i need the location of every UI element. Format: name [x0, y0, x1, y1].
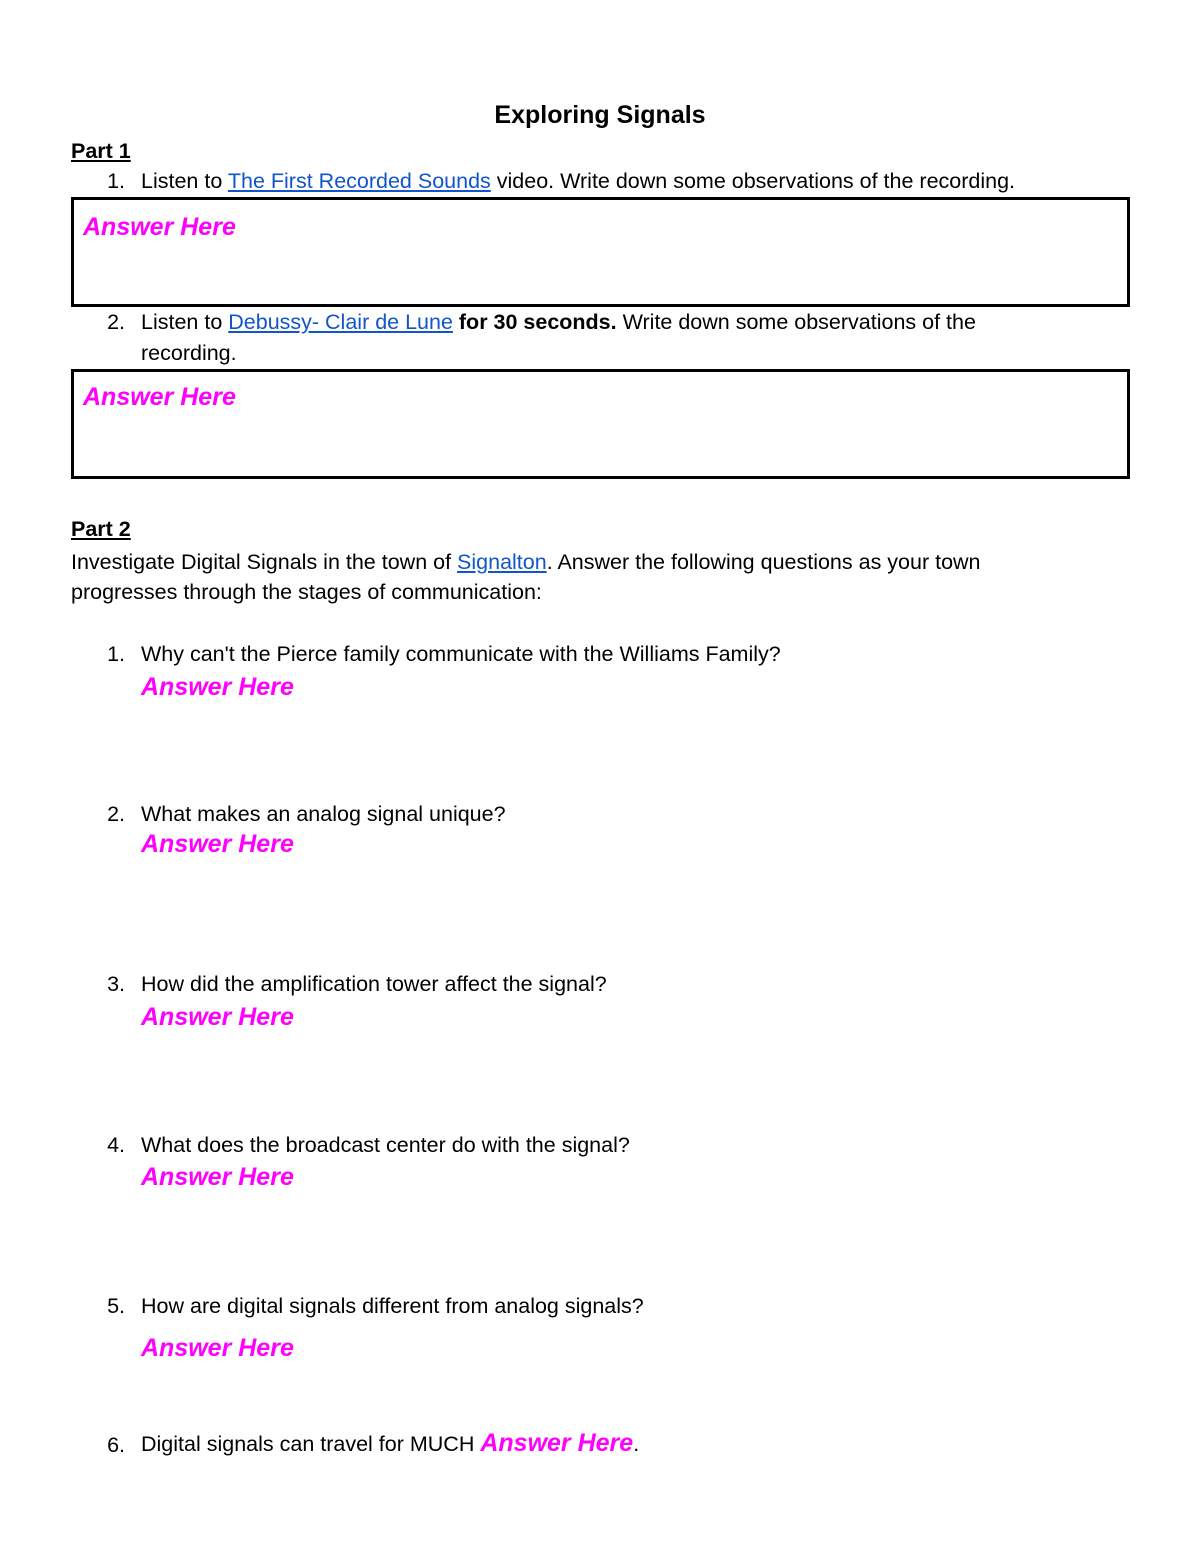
- answer-field[interactable]: Answer Here: [480, 1429, 634, 1457]
- question-number: 6.: [107, 1433, 125, 1457]
- part1-item2-text: [141, 307, 976, 337]
- part2-intro-line2: progresses through the stages of communication:: [71, 580, 542, 604]
- part2-intro-suffix: . Answer the following questions as your town: [546, 550, 981, 574]
- part1-item2-suffix: Write down some observations of the: [616, 310, 976, 334]
- question-text: How did the amplification tower affect the signal?: [141, 972, 607, 996]
- question-text: How are digital signals different from analog signals?: [141, 1294, 644, 1318]
- answer-field[interactable]: Answer Here: [141, 1163, 294, 1191]
- part1-item2-bold: for 30 seconds.: [452, 310, 617, 334]
- question-text: Why can't the Pierce family communicate with the Williams Family?: [141, 642, 781, 666]
- part2-intro: [71, 547, 981, 577]
- answer-field[interactable]: Answer Here: [141, 830, 294, 858]
- part1-item1-prefix: Listen to: [141, 169, 228, 193]
- answer-field[interactable]: Answer Here: [141, 1003, 294, 1031]
- part1-item2-number: 2.: [107, 310, 125, 334]
- question-number: 5.: [107, 1294, 125, 1318]
- question-text-inline: [141, 1428, 639, 1459]
- answer-field[interactable]: Answer Here: [141, 673, 294, 701]
- part1-item1-number: 1.: [107, 169, 125, 193]
- part1-heading: Part 1: [71, 139, 131, 163]
- part1-item1-text: [141, 166, 1015, 196]
- signalton-link[interactable]: Signalton: [457, 550, 547, 574]
- clair-de-lune-link[interactable]: Debussy- Clair de Lune: [228, 310, 453, 334]
- question-number: 3.: [107, 972, 125, 996]
- question-suffix: .: [633, 1432, 640, 1456]
- answer-field[interactable]: Answer Here: [141, 1334, 294, 1362]
- part1-item2-prefix: Listen to: [141, 310, 229, 334]
- question-text: What does the broadcast center do with the signal?: [141, 1133, 630, 1157]
- answer-box-1[interactable]: [71, 197, 1130, 307]
- first-recorded-sounds-link[interactable]: The First Recorded Sounds: [227, 169, 491, 193]
- part1-item1-suffix: video. Write down some observations of the recording.: [490, 169, 1016, 193]
- answer-box-2[interactable]: [71, 369, 1130, 479]
- answer-placeholder: Answer Here: [83, 213, 236, 241]
- page-title: Exploring Signals: [494, 101, 706, 129]
- question-text: What makes an analog signal unique?: [141, 802, 506, 826]
- part2-intro-prefix: Investigate Digital Signals in the town of: [71, 550, 458, 574]
- part2-heading: Part 2: [71, 517, 131, 541]
- question-number: 1.: [107, 642, 125, 666]
- question-number: 4.: [107, 1133, 125, 1157]
- question-text: Digital signals can travel for MUCH: [141, 1432, 481, 1456]
- question-number: 2.: [107, 802, 125, 826]
- part1-item2-line2: recording.: [141, 341, 237, 365]
- answer-placeholder: Answer Here: [83, 383, 236, 411]
